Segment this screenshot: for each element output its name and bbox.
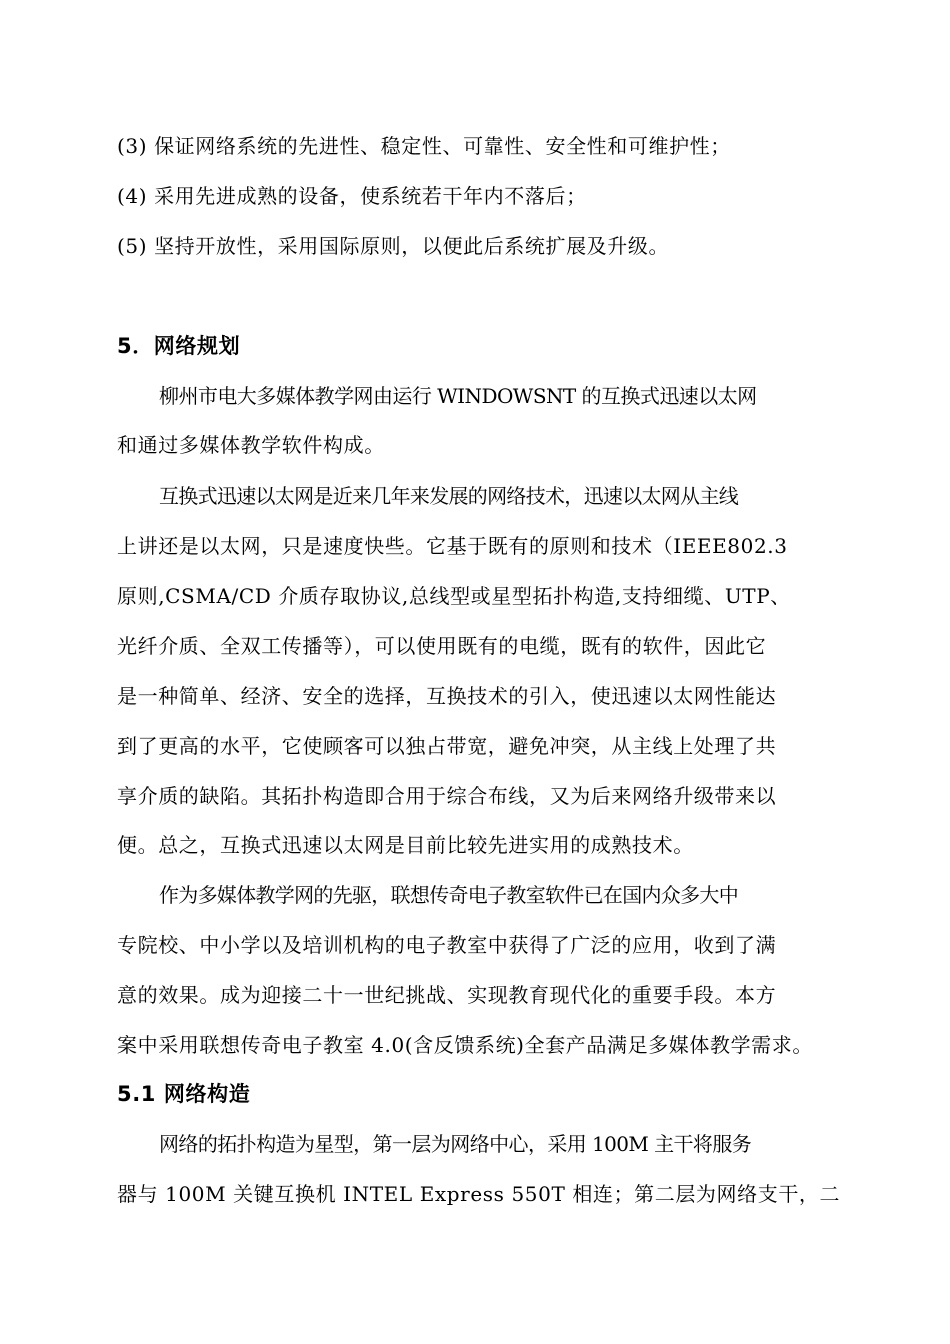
paragraph-line: 专院校、中小学以及培训机构的电子教室中获得了广泛的应用，收到了满	[117, 933, 777, 957]
paragraph-line: 便。总之，互换式迅速以太网是目前比较先进实用的成熟技术。	[117, 833, 694, 857]
paragraph-line: 原则,CSMA/CD 介质存取协议,总线型或星型拓扑构造,支持细缆、UTP、	[117, 584, 791, 608]
list-item-3: (3) 保证网络系统的先进性、稳定性、可靠性、安全性和可维护性；	[117, 134, 731, 158]
paragraph-line: 光纤介质、全双工传播等），可以使用既有的电缆，既有的软件，因此它	[117, 634, 767, 658]
paragraph-line: 互换式迅速以太网是近来几年来发展的网络技术，迅速以太网从主线	[159, 484, 738, 508]
paragraph-line: 作为多媒体教学网的先驱，联想传奇电子教室软件已在国内众多大中	[159, 883, 738, 907]
section-heading-network-structure: 5.1 网络构造	[117, 1082, 251, 1106]
paragraph-line: 上讲还是以太网，只是速度快些。它基于既有的原则和技术（IEEE802.3	[117, 534, 788, 558]
paragraph-line: 案中采用联想传奇电子教室 4.0(含反馈系统)全套产品满足多媒体教学需求。	[117, 1033, 813, 1057]
paragraph-line: 是一种简单、经济、安全的选择，互换技术的引入，使迅速以太网性能达	[117, 684, 777, 708]
paragraph-line: 到了更高的水平，它使顾客可以独占带宽，避免冲突，从主线上处理了共	[117, 734, 777, 758]
paragraph-line: 和通过多媒体教学软件构成。	[117, 433, 385, 457]
paragraph-line: 柳州市电大多媒体教学网由运行 WINDOWSNT 的互换式迅速以太网	[159, 384, 757, 408]
section-heading-network-planning: 5．网络规划	[117, 334, 241, 358]
paragraph-line: 享介质的缺陷。其拓扑构造即合用于综合布线，又为后来网络升级带来以	[117, 784, 777, 808]
paragraph-line: 器与 100M 关键互换机 INTEL Express 550T 相连；第二层为网络支干，二	[117, 1182, 841, 1206]
list-item-4: (4) 采用先进成熟的设备，使系统若干年内不落后；	[117, 184, 587, 208]
list-item-5: (5) 坚持开放性，采用国际原则，以便此后系统扩展及升级。	[117, 234, 670, 258]
paragraph-line: 网络的拓扑构造为星型，第一层为网络中心，采用 100M 主干将服务	[159, 1132, 752, 1156]
paragraph-line: 意的效果。成为迎接二十一世纪挑战、实现教育现代化的重要手段。本方	[117, 983, 777, 1007]
